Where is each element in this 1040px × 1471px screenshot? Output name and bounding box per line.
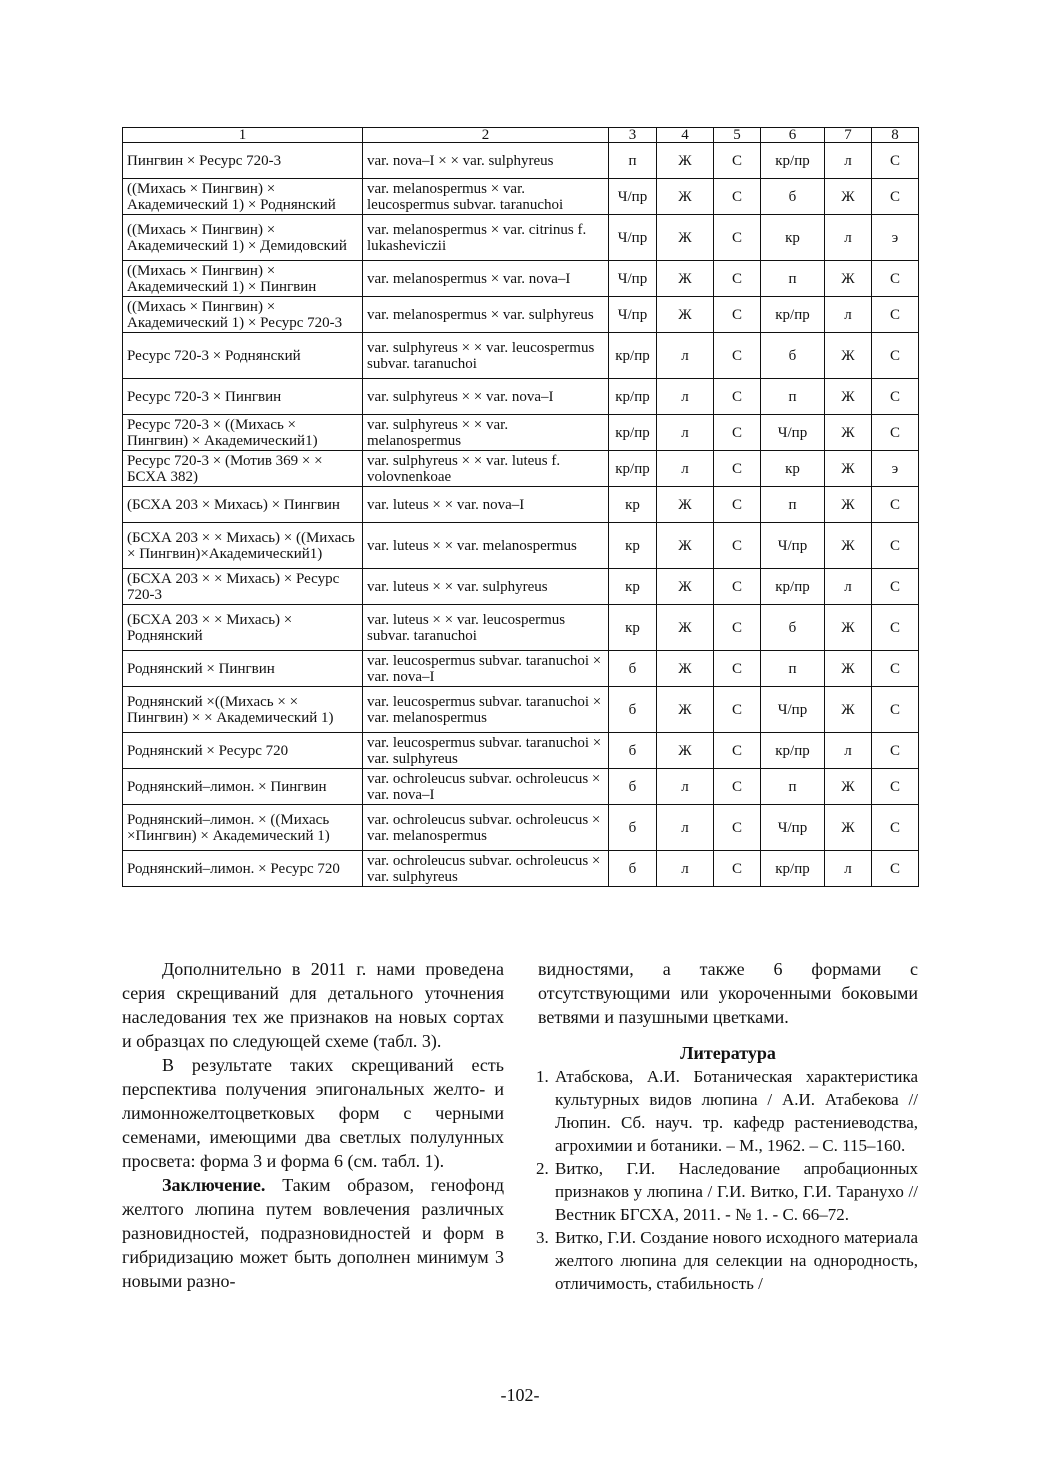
table-cell: л — [657, 379, 714, 415]
col-header: 1 — [123, 128, 363, 143]
table-cell: ((Михась × Пингвин) × Академический 1) × Роднянский — [123, 179, 363, 215]
table-cell: б — [609, 851, 657, 887]
table-cell: С — [714, 379, 761, 415]
table-cell: п — [761, 261, 825, 297]
col-header: 8 — [872, 128, 919, 143]
table-cell: Ж — [657, 215, 714, 261]
table-cell: С — [714, 523, 761, 569]
table-cell: (БСХА 203 × Михась) × Пингвин — [123, 487, 363, 523]
table-cell: Ч/пр — [761, 415, 825, 451]
table-cell: С — [714, 733, 761, 769]
table-cell: Ж — [825, 179, 872, 215]
table-cell: Ж — [657, 523, 714, 569]
table-row — [123, 733, 919, 769]
table-cell: С — [872, 605, 919, 651]
table-cell: С — [714, 297, 761, 333]
table-cell: ((Михась × Пингвин) × Академический 1) × Ресурс 720-3 — [123, 297, 363, 333]
table-cell: С — [872, 487, 919, 523]
table-cell: кр — [609, 605, 657, 651]
reference-item — [538, 1226, 918, 1295]
table-cell: кр/пр — [761, 143, 825, 179]
table-cell: Ж — [657, 179, 714, 215]
table-row — [123, 143, 919, 179]
table-cell: Ресурс 720-3 × Пингвин — [123, 379, 363, 415]
table-cell: Ж — [657, 651, 714, 687]
table-cell: var. sulphyreus × × var. leucospermus subvar. taranuchoi — [363, 333, 609, 379]
table-cell: var. luteus × × var. leucospermus subvar. taranuchoi — [363, 605, 609, 651]
table-cell: С — [872, 769, 919, 805]
table-cell: Ж — [825, 379, 872, 415]
table-cell: л — [825, 569, 872, 605]
table-cell: Ж — [657, 605, 714, 651]
table-cell: С — [714, 261, 761, 297]
table-cell: var. luteus × × var. sulphyreus — [363, 569, 609, 605]
table-cell: С — [714, 215, 761, 261]
table-cell: Ж — [657, 487, 714, 523]
left-text-column — [122, 957, 504, 1293]
table-cell: б — [609, 769, 657, 805]
table-cell: Роднянский–лимон. × Пингвин — [123, 769, 363, 805]
table-cell: Ч/пр — [609, 179, 657, 215]
reference-number: 2. — [536, 1159, 549, 1178]
table-cell: Ж — [825, 769, 872, 805]
conclusion-heading: Заключение. — [162, 1175, 266, 1195]
table-cell: Ж — [657, 733, 714, 769]
table-row — [123, 605, 919, 651]
table-cell: С — [872, 687, 919, 733]
table-cell: б — [609, 733, 657, 769]
table-cell: Ж — [825, 651, 872, 687]
table-cell: ((Михась × Пингвин) × Академический 1) × Пингвин — [123, 261, 363, 297]
table-cell: Ж — [825, 487, 872, 523]
reference-text: Витко, Г.И. Создание нового исходного материала желтого люпина для селекции на однородность, отличимость, стабильность / — [555, 1228, 918, 1293]
table-cell: var. melanospermus × var. citrinus f. lukasheviczii — [363, 215, 609, 261]
table-cell: Ж — [657, 569, 714, 605]
table-cell: var. leucospermus subvar. taranuchoi × var. nova–I — [363, 651, 609, 687]
table-cell: л — [657, 805, 714, 851]
table-cell: Ж — [825, 451, 872, 487]
table-row — [123, 651, 919, 687]
table-cell: var. sulphyreus × × var. melanospermus — [363, 415, 609, 451]
table-row — [123, 261, 919, 297]
col-header: 6 — [761, 128, 825, 143]
table-cell: б — [609, 805, 657, 851]
table-cell: п — [761, 379, 825, 415]
table-cell: Пингвин × Ресурс 720-3 — [123, 143, 363, 179]
table-cell: Ресурс 720-3 × (Мотив 369 × × БСХА 382) — [123, 451, 363, 487]
table-cell: п — [761, 487, 825, 523]
table-row — [123, 415, 919, 451]
table-cell: кр/пр — [609, 333, 657, 379]
table-cell: л — [657, 333, 714, 379]
table-cell: Ж — [825, 333, 872, 379]
table-cell: С — [714, 805, 761, 851]
table-cell: var. ochroleucus subvar. ochroleucus × var. sulphyreus — [363, 851, 609, 887]
table-cell: л — [657, 769, 714, 805]
table-cell: Ч/пр — [761, 805, 825, 851]
table-cell: var. nova–I × × var. sulphyreus — [363, 143, 609, 179]
table-row — [123, 769, 919, 805]
paragraph: В результате таких скрещиваний есть перспектива получения эпигональных желто- и лимонножелтоцветковых форм с черными семенами, имеющими два светлых полулунных просвета: форма 3 и форма 6 (см. табл. 1). — [122, 1055, 504, 1171]
table-cell: var. sulphyreus × × var. luteus f. volovnenkoae — [363, 451, 609, 487]
col-header: 2 — [363, 128, 609, 143]
reference-number: 3. — [536, 1228, 549, 1247]
table-cell: var. ochroleucus subvar. ochroleucus × var. nova–I — [363, 769, 609, 805]
table-cell: (БСХА 203 × × Михась) × Ресурс 720-3 — [123, 569, 363, 605]
table-cell: С — [714, 605, 761, 651]
table-cell: С — [714, 179, 761, 215]
table-cell: кр — [609, 523, 657, 569]
table-cell: п — [761, 651, 825, 687]
table-cell: л — [825, 297, 872, 333]
table-cell: э — [872, 451, 919, 487]
table-row — [123, 451, 919, 487]
table-row — [123, 851, 919, 887]
table-cell: кр/пр — [761, 569, 825, 605]
table-cell: Ж — [657, 297, 714, 333]
table-cell: п — [609, 143, 657, 179]
table-cell: кр — [609, 569, 657, 605]
table-cell: Роднянский–лимон. × ((Михась ×Пингвин) × Академический 1) — [123, 805, 363, 851]
table-cell: л — [825, 215, 872, 261]
table-cell: С — [872, 851, 919, 887]
table-cell: Ж — [657, 261, 714, 297]
reference-text: Витко, Г.И. Наследование апробационных признаков у люпина / Г.И. Витко, Г.И. Таранухо // Вестник БГСХА, 2011. - № 1. - С. 66–72. — [555, 1159, 918, 1224]
col-header: 4 — [657, 128, 714, 143]
table-cell: кр/пр — [761, 851, 825, 887]
table-cell: кр/пр — [761, 297, 825, 333]
table-cell: Ч/пр — [609, 297, 657, 333]
table-cell: С — [872, 415, 919, 451]
table-cell: var. sulphyreus × × var. nova–I — [363, 379, 609, 415]
table-cell: (БСХА 203 × × Михась) × ((Михась × Пингвин)×Академический1) — [123, 523, 363, 569]
table-cell: С — [872, 733, 919, 769]
table-cell: Ресурс 720-3 × ((Михась × Пингвин) × Академический1) — [123, 415, 363, 451]
col-header: 3 — [609, 128, 657, 143]
table-cell: С — [714, 851, 761, 887]
table-cell: б — [761, 605, 825, 651]
table-row — [123, 487, 919, 523]
table-cell: Ж — [825, 805, 872, 851]
paragraph: видностями, а также 6 формами с отсутствующими или укороченными боковыми ветвями и пазушными цветками. — [538, 959, 918, 1027]
table-row — [123, 523, 919, 569]
table-cell: С — [714, 487, 761, 523]
table-header-row — [123, 128, 919, 143]
table-cell: кр/пр — [609, 379, 657, 415]
reference-number: 1. — [536, 1067, 549, 1086]
table-cell: л — [825, 143, 872, 179]
table-cell: кр — [761, 215, 825, 261]
table-cell: Ж — [825, 261, 872, 297]
table-cell: Ж — [825, 415, 872, 451]
table-cell: Ч/пр — [609, 215, 657, 261]
table-cell: С — [872, 805, 919, 851]
table-cell: var. melanospermus × var. nova–I — [363, 261, 609, 297]
table-cell: С — [872, 261, 919, 297]
col-header: 5 — [714, 128, 761, 143]
table-cell: Ж — [825, 605, 872, 651]
table-cell: Ж — [825, 523, 872, 569]
table-cell: var. luteus × × var. nova–I — [363, 487, 609, 523]
table-row — [123, 179, 919, 215]
table-row — [123, 379, 919, 415]
table-cell: б — [761, 333, 825, 379]
table-cell: var. leucospermus subvar. taranuchoi × var. melanospermus — [363, 687, 609, 733]
table-cell: Ч/пр — [761, 523, 825, 569]
table-cell: С — [714, 569, 761, 605]
literature-title: Литература — [680, 1043, 776, 1063]
table-cell: С — [714, 451, 761, 487]
table-cell: б — [761, 179, 825, 215]
table-cell: э — [872, 215, 919, 261]
table-cell: л — [657, 451, 714, 487]
table-cell: Ж — [657, 143, 714, 179]
table-cell: Ресурс 720-3 × Роднянский — [123, 333, 363, 379]
table-row — [123, 687, 919, 733]
table-cell: var. melanospermus × var. sulphyreus — [363, 297, 609, 333]
conclusion-text: Таким образом, генофонд желтого люпина путем вовлечения различных разновидностей, подразновидностей и форм в гибридизацию может быть дополнен минимум 3 новыми разно- — [122, 1175, 504, 1291]
table-cell: кр — [761, 451, 825, 487]
table-cell: кр/пр — [609, 451, 657, 487]
crossing-table — [122, 127, 919, 887]
table-row — [123, 569, 919, 605]
table-cell: л — [657, 415, 714, 451]
right-text-column — [538, 957, 918, 1295]
table-cell: л — [825, 851, 872, 887]
reference-list — [538, 1065, 918, 1295]
table-cell: б — [609, 687, 657, 733]
table-cell: Ч/пр — [609, 261, 657, 297]
table-cell: С — [714, 143, 761, 179]
table-cell: кр/пр — [761, 733, 825, 769]
table-cell: С — [872, 297, 919, 333]
table-cell: С — [872, 333, 919, 379]
table-cell: С — [872, 569, 919, 605]
table-cell: С — [872, 143, 919, 179]
table-cell: л — [657, 851, 714, 887]
table-cell: var. luteus × × var. melanospermus — [363, 523, 609, 569]
table-cell: п — [761, 769, 825, 805]
table-cell: С — [714, 687, 761, 733]
table-cell: Роднянский × Ресурс 720 — [123, 733, 363, 769]
table-cell: С — [714, 769, 761, 805]
table-row — [123, 215, 919, 261]
reference-item — [538, 1157, 918, 1226]
table-cell: ((Михась × Пингвин) × Академический 1) × Демидовский — [123, 215, 363, 261]
table-cell: С — [872, 523, 919, 569]
table-cell: С — [872, 179, 919, 215]
table-cell: кр — [609, 487, 657, 523]
table-cell: С — [872, 379, 919, 415]
table-cell: С — [714, 333, 761, 379]
table-cell: б — [609, 651, 657, 687]
table-row — [123, 805, 919, 851]
table-cell: Роднянский ×((Михась × × Пингвин) × × Академический 1) — [123, 687, 363, 733]
table-cell: кр/пр — [609, 415, 657, 451]
table-cell: Ч/пр — [761, 687, 825, 733]
table-row — [123, 297, 919, 333]
table-cell: var. ochroleucus subvar. ochroleucus × var. melanospermus — [363, 805, 609, 851]
table-cell: var. leucospermus subvar. taranuchoi × var. sulphyreus — [363, 733, 609, 769]
reference-item — [538, 1065, 918, 1157]
table-cell: С — [714, 415, 761, 451]
col-header: 7 — [825, 128, 872, 143]
table-cell: (БСХА 203 × × Михась) × Роднянский — [123, 605, 363, 651]
table-cell: var. melanospermus × var. leucospermus subvar. taranuchoi — [363, 179, 609, 215]
table-cell: Роднянский × Пингвин — [123, 651, 363, 687]
table-cell: С — [872, 651, 919, 687]
table-cell: С — [714, 651, 761, 687]
paragraph: Дополнительно в 2011 г. нами проведена серия скрещиваний для детального уточнения наследования тех же признаков на новых сортах и образцах по следующей схеме (табл. 3). — [122, 959, 504, 1051]
paragraph — [122, 1173, 504, 1293]
table-row — [123, 333, 919, 379]
table-cell: Ж — [825, 687, 872, 733]
table-cell: Роднянский–лимон. × Ресурс 720 — [123, 851, 363, 887]
page-number: -102- — [500, 1385, 540, 1405]
table-cell: л — [825, 733, 872, 769]
table-cell: Ж — [657, 687, 714, 733]
reference-text: Атабскова, А.И. Ботаническая характеристика культурных видов люпина / А.И. Атабекова // Люпин. Сб. науч. тр. кафедр растениеводства, агрохимии и ботаники. – М., 1962. – С. 115–160. — [555, 1067, 918, 1155]
